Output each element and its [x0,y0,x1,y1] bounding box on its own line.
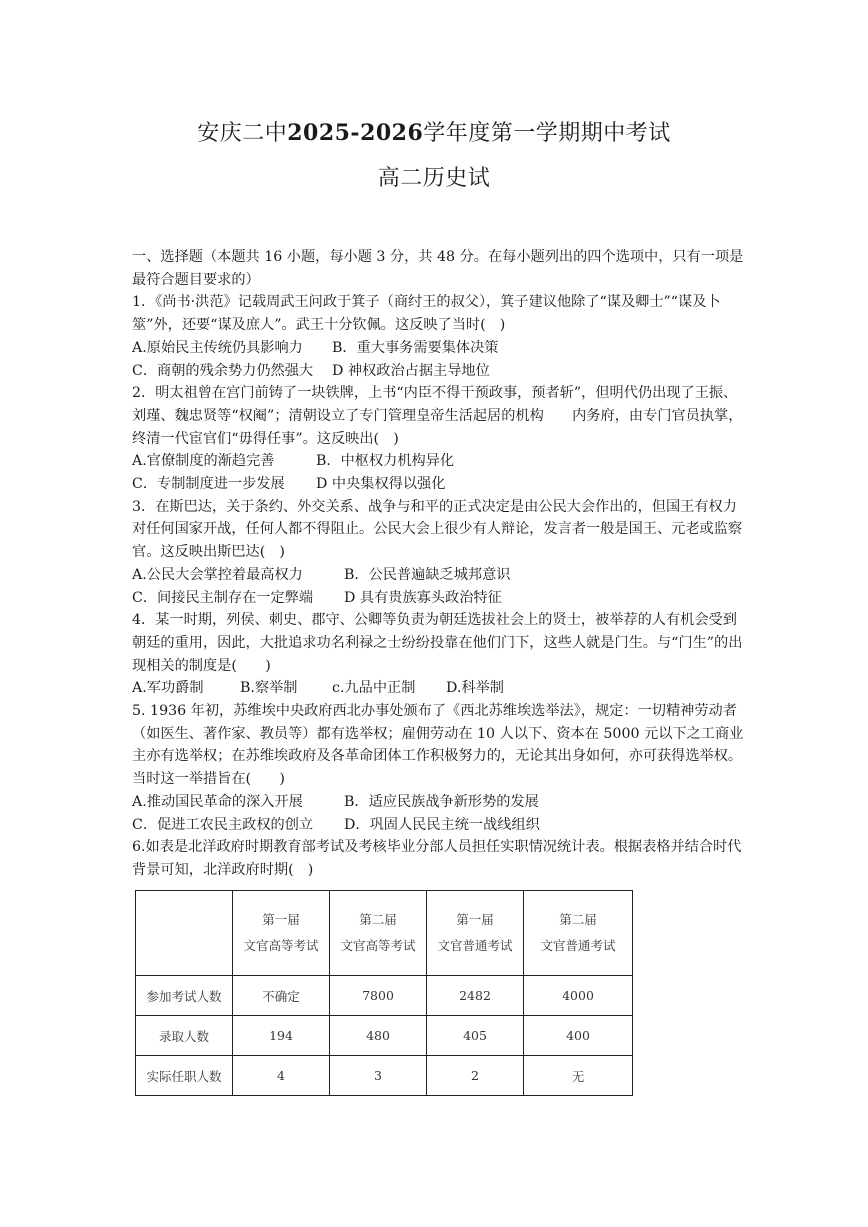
option: D 神权政治占据主导地位 [332,362,490,379]
header-line: 第一届 [456,912,494,927]
option-row [132,677,744,700]
option: c.九品中正制 [332,680,416,697]
table-cell: 405 [427,1016,524,1056]
header-line: 文官普通考试 [540,938,616,953]
question-section [132,246,744,882]
option: B．中枢权力机构异化 [316,453,455,470]
header-line: 文官高等考试 [243,938,319,953]
table-header-cell [233,891,330,976]
row-label: 实际任职人数 [136,1056,233,1096]
option: A.官僚制度的渐趋完善 [132,453,275,470]
table-header-row [136,891,633,976]
option: D 中央集权得以强化 [316,476,446,493]
exam-title [0,116,868,147]
table-cell: 480 [330,1016,427,1056]
option-row [132,587,744,610]
option-row [132,450,744,473]
table-cell: 2482 [427,976,524,1016]
row-label: 参加考试人数 [136,976,233,1016]
option-row [132,360,744,383]
table-cell: 194 [233,1016,330,1056]
option: B．重大事务需要集体决策 [332,339,499,356]
question-stem: 5. 1936 年初，苏维埃中央政府西北办事处颁布了《西北苏维埃选举法》，规定：一切精神劳动者（如医生、著作家、教员等）都有选举权；雇佣劳动在 10 人以下、资本在 5000 元以下之工商业主亦有选举权；在苏维埃政府及各革命团体工作积极努力的，无论其出身如何，亦可获得选举权。当时这一举措旨在( ) [132,703,744,788]
table-cell: 4000 [524,976,633,1016]
table-cell: 4 [233,1056,330,1096]
option-row [132,337,744,360]
question-stem: 6.如表是北洋政府时期教育部考试及考核毕业分部人员担任实职情况统计表。根据表格并结合时代背景可知，北洋政府时期( ) [132,839,742,878]
option: C．专制制度进一步发展 [132,476,285,493]
table-cell: 不确定 [233,976,330,1016]
option: C．促进工农民主政权的创立 [132,816,314,833]
option: B.察举制 [240,680,298,697]
table-cell: 无 [524,1056,633,1096]
question-stem: 3．在斯巴达，关于条约、外交关系、战争与和平的正式决定是由公民大会作出的，但国王有权力对任何国家开战，任何人都不得阻止。公民大会上很少有人辩论，发言者一般是国王、元老或监察官。这反映出斯巴达( ) [132,498,743,561]
exam-title-pre: 安庆二中 [197,121,288,146]
question-stem: 1．《尚书·洪范》记载周武王问政于箕子（商纣王的叔父），箕子建议他除了“谋及卿士”“谋及卜筮”外，还要“谋及庶人”。武王十分钦佩。这反映了当时( ) [132,294,721,334]
option-row [132,814,744,837]
header-line: 第二届 [559,912,597,927]
option: A.公民大会掌控着最高权力 [132,566,303,583]
header-line: 第二届 [359,912,397,927]
exam-title-post: 学年度第一学期期中考试 [423,121,671,146]
exam-title-year: 2025-2026 [287,120,424,146]
section-intro: 一、选择题（本题共 16 小题，每小题 3 分，共 48 分。在每小题列出的四个选项中，只有一项是最符合题目要求的） [132,249,744,288]
table-cell: 7800 [330,976,427,1016]
question-stem: 4．某一时期，列侯、刺史、郡守、公卿等负责为朝廷选拔社会上的贤士，被举荐的人有机会受到朝廷的重用，因此，大批追求功名利禄之士纷纷投靠在他们门下，这些人就是门生。与“门生”的出现相关的制度是( ) [132,612,743,674]
table-header-cell [524,891,633,976]
option: C．商朝的残余势力仍然强大 [132,362,314,379]
option: D 具有贵族寡头政治特征 [344,589,502,606]
option: B．公民普遍缺乏城邦意识 [344,566,511,583]
question-stem: 2．明太祖曾在宫门前铸了一块铁牌，上书“内臣不得干预政事，预者斩”，但明代仍出现了王振、刘瑾、魏忠贤等“权阉”；清朝设立了专门管理皇帝生活起居的机构 内务府，由专门官员执掌，终清一代宦官们“毋得任事”。这反映出( ) [132,385,743,447]
table-row [136,1016,633,1056]
option: C．间接民主制存在一定弊端 [132,589,314,606]
table-row [136,1056,633,1096]
option-row [132,791,744,814]
option-row [132,564,744,587]
table-header-cell [427,891,524,976]
option-row [132,473,744,496]
row-label: 录取人数 [136,1016,233,1056]
exam-subtitle: 高二历史试 [377,166,491,191]
option: D．巩固人民民主统一战线组织 [344,816,540,833]
header-line: 文官高等考试 [340,938,416,953]
option: B．适应民族战争新形势的发展 [344,793,539,810]
option: A.推动国民革命的深入开展 [132,793,303,810]
table-row [136,976,633,1016]
exam-stats-table [135,890,633,1096]
table-header-cell [330,891,427,976]
table-cell: 3 [330,1056,427,1096]
option: A.军功爵制 [132,680,204,697]
table-cell: 2 [427,1056,524,1096]
option: D.科举制 [446,680,504,697]
option: A.原始民主传统仍具影响力 [132,339,303,356]
table-cell: 400 [524,1016,633,1056]
header-line: 文官普通考试 [437,938,513,953]
header-line: 第一届 [262,912,300,927]
table-corner-cell [136,891,233,976]
